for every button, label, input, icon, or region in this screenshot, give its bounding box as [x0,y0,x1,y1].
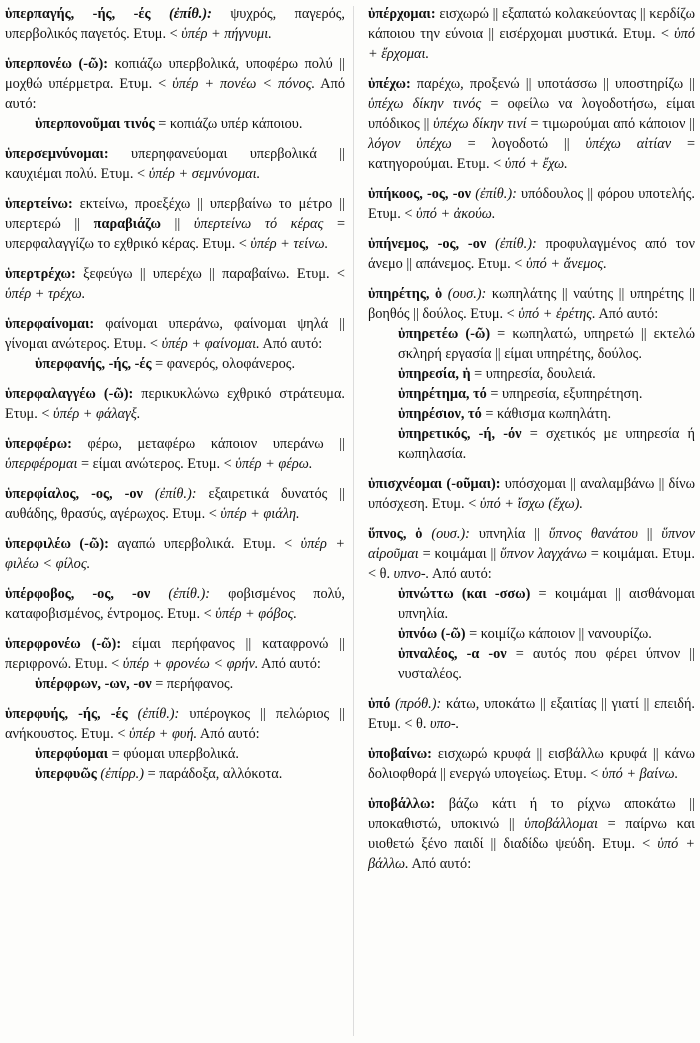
definition-text: ξεφεύγω || υπερέχω || παραβαίνω. Ετυμ. < [75,266,345,282]
dictionary-entry-yperpagis [5,4,345,44]
headword: παραβιάζω [93,216,161,232]
italic-text: ὑπέχω αἰτίαν [585,136,672,152]
headword: ὑπηρέτημα, τό [398,386,487,402]
derived-entry [368,324,695,364]
headword: ὑπηρετέω (-ῶ) [398,326,491,342]
headword: ὑπηρετικός, -ή, -όν [398,426,522,442]
definition-text: = κοιμάμαι || [418,546,501,562]
headword: ὑπέρχομαι: [368,6,436,22]
definition-text: = κοιμάμαι. Ετυμ. < θ. [368,546,695,582]
headword: ὑπερτρέχω: [5,266,76,282]
left-column [5,4,345,794]
italic-text: ὑπέρ + φέρω. [235,456,313,472]
dictionary-entry-yperfialos [5,484,345,524]
dictionary-entry-ypovaino [368,744,695,784]
italic-text: ὑπερτείνω τό κέρας [193,216,324,232]
headword: ὑπερπαγής, -ής, -ές [5,6,151,22]
italic-text: ὑπό + βαίνω. [601,766,679,782]
dictionary-entry-yperfroneo [5,634,345,674]
italic-text: ὑπό + βάλλω. [368,836,695,872]
headword: ὑπέρφρων, -ων, -ον [35,676,152,692]
definition-text: εκτείνω, προεξέχω || υπερβαίνω το μέτρο || υπερτερώ || [5,196,345,232]
italic-text: υπο-. [430,716,460,732]
definition-text: = υπηρεσία, δουλειά. [470,366,596,382]
dictionary-entry-yperchomai [368,4,695,64]
headword: ὑπηρέτης, ὁ [368,286,443,302]
definition-text: Από αυτό: [197,726,260,742]
definition-text: ψυχρός, παγερός, υπερβολικός παγετός. Ετυμ. < [5,6,345,42]
italic-text: (ουσ.): [442,286,487,302]
definition-text: είμαι περήφανος || καταφρονώ || περιφρονώ. Ετυμ. < [5,636,345,672]
definition-text: βάζω κάτι ή το ρίχνω αποκάτω || υποκαθιστώ, υποκινώ || [368,796,695,832]
headword: ὑπισχνέομαι (-οῦμαι): [368,476,501,492]
italic-text: υπνο-. [393,566,430,582]
dictionary-entry-yperfileo [5,534,345,574]
headword: ὑπερφαίνομαι: [5,316,95,332]
italic-text: ὑπέρ + φιλέω < φίλος. [5,536,345,572]
definition-text: Από αυτό: [5,76,345,112]
definition-text: || [637,526,662,542]
definition-text: = κοιμίζω κάποιον || νανουρίζω. [465,626,652,642]
definition-text: = αυτός που φέρει ύπνον || νυσταλέος. [398,646,695,682]
dictionary-entry-ypikoos [368,184,695,224]
italic-text: (ἐπίρρ.) [96,766,145,782]
headword: ὑπηρέσιον, τό [398,406,482,422]
definition-text: προφυλαγμένος από τον άνεμο || απάνεμος. Ετυμ. < [368,236,695,272]
definition-text: = περήφανος. [151,676,234,692]
italic-text: ὑπό + ἀκούω. [416,206,496,222]
dictionary-entry-ypinemos [368,234,695,274]
definition-text: υπερηφανεύομαι υπερβολικά || καυχιέμαι πολύ. Ετυμ. < [5,146,345,182]
definition-text: Από αυτό: [259,336,323,352]
headword: ὑπερφίαλος, -ος, -ον [5,486,143,502]
right-column [368,4,695,884]
derived-entry [368,384,695,404]
headword: ὑπνόω (-ῶ) [398,626,466,642]
headword: ὑπερφαλαγγέω (-ῶ): [5,386,134,402]
dictionary-entry-ypnos [368,524,695,584]
italic-text: (ουσ.): [422,526,470,542]
italic-text: ὑπό + ἴσχω (ἔχω). [479,496,584,512]
headword: ὑπηρεσία, ἡ [398,366,471,382]
italic-text: (πρόθ.): [390,696,442,712]
definition-text: = τιμωρούμαι από κάποιον || [526,116,695,132]
headword: ὑποβαίνω: [368,746,432,762]
headword: ὑπνώττω (και -σσω) [398,586,531,602]
definition-text: = φύομαι υπερβολικά. [108,746,239,762]
headword: ὑπερπονοῦμαι τινός [35,116,155,132]
italic-text: ὕπνον αἱροῦμαι [368,526,695,562]
definition-text: κοπιάζω υπερβολικά, υποφέρω πολύ || μοχθώ υπέρμετρα. Ετυμ. < [5,56,345,92]
dictionary-entry-ypersemnynomai [5,144,345,184]
definition-text: || [160,216,194,232]
definition-text: κάτω, υποκάτω || εξαιτίας || γιατί || επειδή. Ετυμ. < θ. [368,696,695,732]
dictionary-entry-ypovallo [368,794,695,874]
definition-text: Από αυτό: [408,856,472,872]
italic-text: ὑπέρ + τρέχω. [5,286,86,302]
definition-text: φέρω, μεταφέρω κάποιον υπεράνω || [71,436,345,452]
italic-text: (ἐπίθ.): [486,236,537,252]
headword: ὑπερπονέω (-ῶ): [5,56,109,72]
dictionary-entry-yperteino [5,194,345,254]
italic-text: ὑπέρ + σεμνύνομαι. [148,166,261,182]
derived-entry [5,764,345,784]
italic-text: ὑπέρ + πήγνυμι. [181,26,272,42]
definition-text: = υπερφαλαγγίζω το εχθρικό κέρας. Ετυμ. < [5,216,346,252]
definition-text: φοβισμένος πολύ, καταφοβισμένος, έντρομος. Ετυμ. < [5,586,345,622]
headword: ὑπέρφοβος, -ος, -ον [5,586,151,602]
definition-text: = κωπηλατώ, υπηρετώ || εκτελώ σκληρή εργασία || είμαι υπηρέτης, δούλος. [398,326,695,362]
headword: ὑπερφυής, -ής, -ές [5,706,128,722]
dictionary-entry-ypo [368,694,695,734]
dictionary-entry-yperfovos [5,584,345,624]
italic-text: ὑπέρ + φιάλη. [220,506,300,522]
definition-text: = κάθισμα κωπηλάτη. [481,406,612,422]
definition-text: = κατηγορούμαι. Ετυμ. < [368,136,696,172]
derived-entry [5,744,345,764]
italic-text: (ἐπίθ.): [142,486,197,502]
definition-text: Από αυτό: [429,566,492,582]
italic-text: ὑπό + ἄνεμος. [525,256,607,272]
dictionary-entry-yperponeo [5,54,345,114]
derived-entry [5,114,345,134]
italic-text: ὑπερφέρομαι [5,456,78,472]
definition-text: = λογοδοτώ || [451,136,586,152]
definition-text: υπόδουλος || φόρου υποτελής. Ετυμ. < [368,186,695,222]
headword: ὑπερφρονέω (-ῶ): [5,636,122,652]
definition-text: Από αυτό: [595,306,659,322]
italic-text: ὑπέρ + φαίνομαι. [161,336,260,352]
headword: ὑπερφύομαι [35,746,109,762]
definition-text: περικυκλώνω εχθρικό στράτευμα. Ετυμ. < [5,386,346,422]
definition-text: παρέχω, προξενώ || υποτάσσω || υποστηρίζω || [410,76,695,92]
italic-text: ὑπέρ + φρονέω < φρήν. [122,656,259,672]
definition-text: Από αυτό: [258,656,321,672]
definition-text: αγαπώ υπερβολικά. Ετυμ. < [108,536,301,552]
derived-entry [368,424,695,464]
definition-text: = φανερός, ολοφάνερος. [151,356,296,372]
headword: ὑπερτείνω: [5,196,73,212]
headword: ὑπερφανής, -ής, -ές [35,356,152,372]
italic-text: ὑπέχω δίκην τινί [433,116,527,132]
derived-entry [368,624,695,644]
derived-entry [368,644,695,684]
definition-text: φαίνομαι υπεράνω, φαίνομαι ψηλά || γίνομαι ανώτερος. Ετυμ. < [5,316,345,352]
definition-text: εισχωρώ || εξαπατώ κολακεύοντας || κερδίζω κάποιου την εύνοια || εισέρχομαι μυστικά. Ετυμ. < [368,6,695,42]
italic-text: ὑποβάλλομαι [524,816,598,832]
column-divider [353,6,354,1036]
dictionary-entry-ypecho [368,74,695,174]
italic-text: ὑπέρ + φυή. [128,726,198,742]
italic-text: (ἐπίθ.): [471,186,517,202]
italic-text: (ἐπίθ.): [127,706,180,722]
definition-text: = οφείλω να λογοδοτήσω, είμαι υπόδικος || [368,96,695,132]
italic-text: ὕπνος θανάτου [548,526,638,542]
definition-text: = σχετικός με υπηρεσία ή κωπηλασία. [398,426,695,462]
definition-text: = κοιμάμαι || αισθάνομαι υπνηλία. [398,586,695,622]
derived-entry [5,354,345,374]
definition-text: εξαιρετικά δυνατός || αυθάδης, θρασύς, αγέρωχος. Ετυμ. < [5,486,345,522]
dictionary-entry-yperfainomai [5,314,345,354]
definition-text: = παίρνω και υιοθετώ ξένο παιδί || διαδίδω ψεύδη. Ετυμ. < [368,816,696,852]
derived-entry [368,584,695,624]
headword: ὑπναλέος, -α -ον [398,646,507,662]
italic-text: λόγον ὑπέχω [368,136,452,152]
definition-text: υπόσχομαι || αναλαμβάνω || δίνω υπόσχεση. Ετυμ. < [368,476,695,512]
italic-text: ὑπέρ + τείνω. [250,236,329,252]
definition-text: = υπηρεσία, εξυπηρέτηση. [486,386,643,402]
italic-text: ὑπέρ + πονέω < πόνος. [172,76,316,92]
dictionary-entry-ypischneomai [368,474,695,514]
headword: ὑπερσεμνύνομαι: [5,146,109,162]
italic-text: ὑπό + ἔχω. [504,156,568,172]
definition-text: = παράδοξα, αλλόκοτα. [144,766,283,782]
derived-entry [368,404,695,424]
headword: ὑπερφέρω: [5,436,72,452]
derived-entry [368,364,695,384]
headword: ὑπό [368,696,391,712]
definition-text: εισχωρώ κρυφά || εισβάλλω κρυφά || κάνω δολιοφθορά || ενεργώ υπογείως. Ετυμ. < [368,746,695,782]
italic-text: ὑπέρ + φόβος. [215,606,297,622]
headword: ὑποβάλλω: [368,796,436,812]
italic-text: ὑπό + ἔρχομαι. [368,26,695,62]
italic-text: ὑπό + ἐρέτης. [518,306,596,322]
dictionary-entry-yperfero [5,434,345,474]
italic-text: ὑπέρ + φάλαγξ. [53,406,141,422]
headword: ὑπήκοος, -ος, -ον [368,186,472,202]
italic-text: ὕπνον λαγχάνω [500,546,587,562]
dictionary-entry-ypiretis [368,284,695,324]
dictionary-entry-ypertrecho [5,264,345,304]
headword: ὑπερφυῶς [35,766,97,782]
definition-text: υπνηλία || [469,526,549,542]
headword: ὑπήνεμος, -ος, -ον [368,236,487,252]
definition-text: = είμαι ανώτερος. Ετυμ. < [77,456,236,472]
dictionary-entry-yperfalangeo [5,384,345,424]
headword: ὑπερφιλέω (-ῶ): [5,536,109,552]
italic-text: (ἐπίθ.): [150,586,211,602]
derived-entry [5,674,345,694]
definition-text: = κοπιάζω υπέρ κάποιου. [154,116,303,132]
definition-text: κωπηλάτης || ναύτης || υπηρέτης || βοηθός || δούλος. Ετυμ. < [368,286,695,322]
dictionary-entry-yperfyis [5,704,345,744]
headword: ὑπέχω: [368,76,411,92]
italic-text: (ἐπίθ.): [150,6,212,22]
italic-text: ὑπέχω δίκην τινός [368,96,482,112]
definition-text: υπέρογκος || πελώριος || ανήκουστος. Ετυμ. < [5,706,345,742]
headword: ὕπνος, ὁ [368,526,423,542]
